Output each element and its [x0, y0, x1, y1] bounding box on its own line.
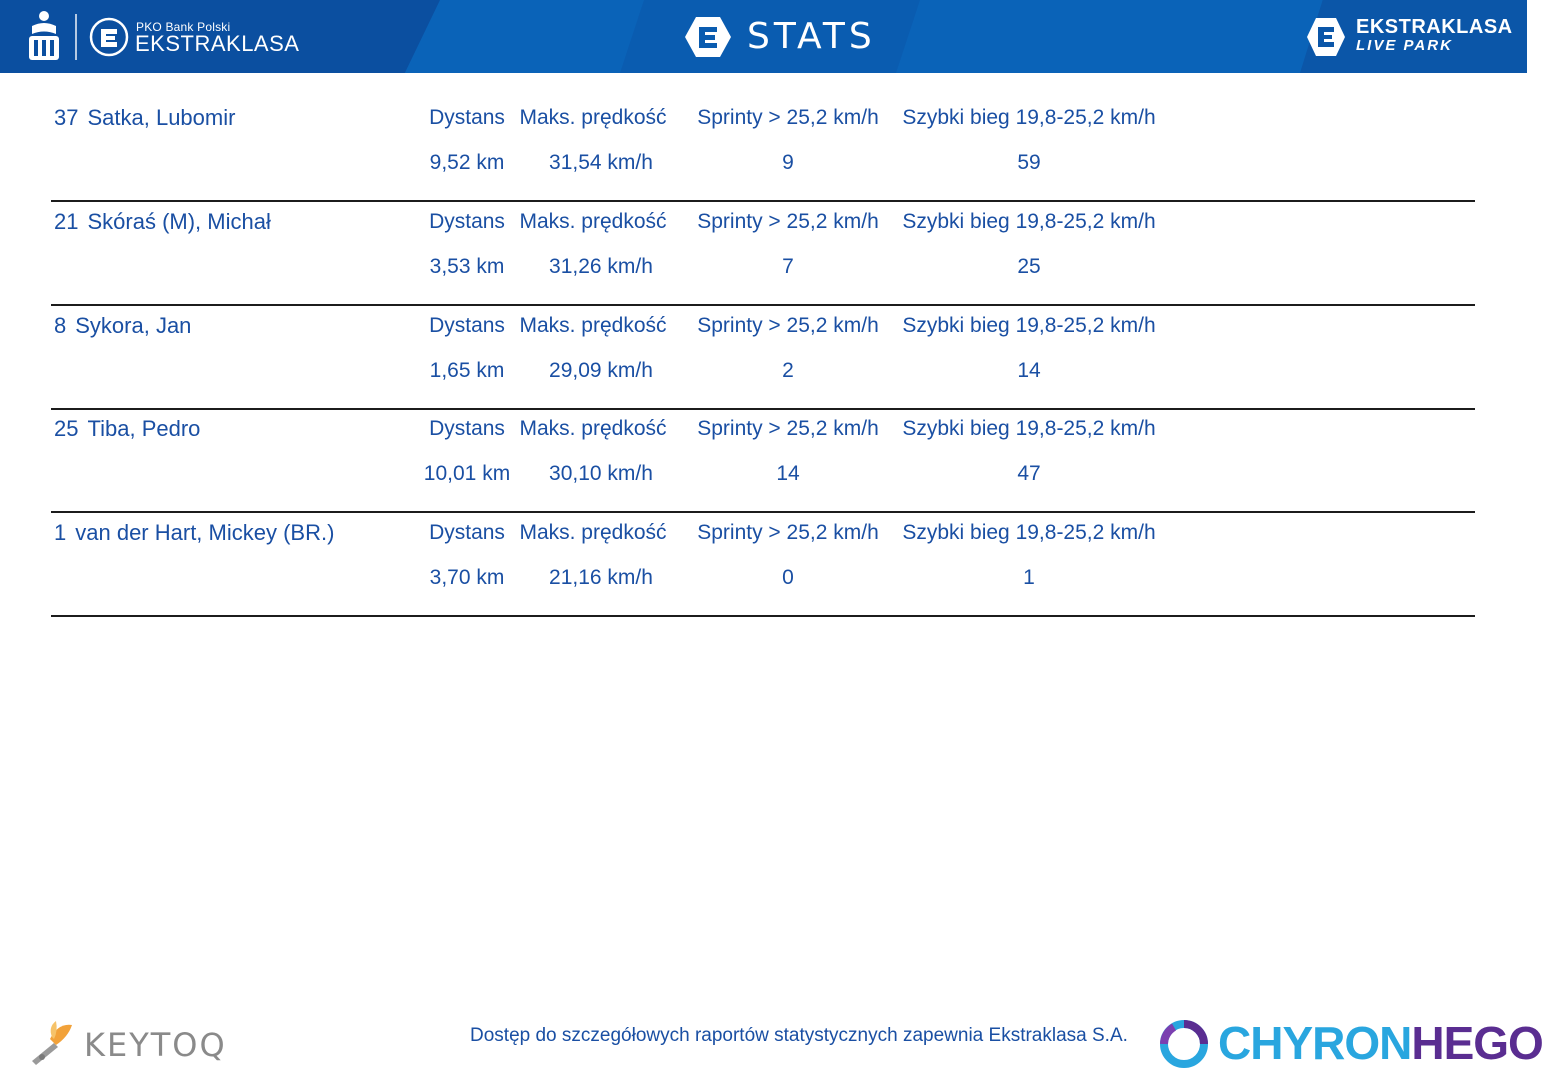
player-name: Tiba, Pedro — [87, 416, 201, 441]
brand-title: EKSTRAKLASA — [135, 31, 300, 56]
hego-wordmark: HEGO — [1411, 1017, 1543, 1069]
player-number: 1 — [54, 520, 67, 545]
player-name-cell — [54, 416, 200, 442]
player-number: 8 — [54, 313, 67, 338]
player-row — [51, 408, 1475, 513]
header-divider — [75, 14, 77, 60]
page-title: STATS — [747, 16, 876, 57]
distance-value: 3,70 km — [429, 566, 505, 589]
max-speed-value: 30,10 km/h — [549, 462, 653, 485]
fast-run-value: 1 — [1023, 566, 1035, 589]
keytoq-logo-text: KEYTOQ — [84, 1026, 227, 1064]
fast-run-label: Szybki bieg 19,8-25,2 km/h — [902, 210, 1156, 233]
sprints-label: Sprinty > 25,2 km/h — [697, 417, 879, 440]
max-speed-label: Maks. prędkość — [519, 314, 667, 337]
sprints-label: Sprinty > 25,2 km/h — [697, 106, 879, 129]
distance-value: 9,52 km — [429, 151, 505, 174]
distance-label: Dystans — [429, 521, 505, 544]
distance-label: Dystans — [429, 314, 505, 337]
live-park-emblem-icon — [1306, 16, 1346, 58]
chyronhego-logo-text — [1218, 1016, 1543, 1070]
sprints-value: 9 — [782, 151, 794, 174]
player-row — [51, 512, 1475, 617]
player-row — [51, 305, 1475, 410]
max-speed-value: 31,26 km/h — [549, 255, 653, 278]
player-name: Skóraś (M), Michał — [87, 209, 271, 234]
header-band — [0, 0, 1527, 73]
max-speed-value: 31,54 km/h — [549, 151, 653, 174]
sprints-value: 14 — [776, 462, 800, 485]
player-name: Satka, Lubomir — [87, 105, 236, 130]
sprints-value: 7 — [782, 255, 794, 278]
distance-label: Dystans — [429, 417, 505, 440]
max-speed-value: 21,16 km/h — [549, 566, 653, 589]
player-number: 21 — [54, 209, 79, 234]
live-park-title: EKSTRAKLASA — [1356, 16, 1513, 38]
chyron-wordmark: CHYRON — [1218, 1017, 1412, 1069]
player-name-cell — [54, 520, 334, 546]
player-row — [51, 201, 1475, 306]
player-name-cell — [54, 313, 191, 339]
live-park-subtitle: LIVE PARK — [1356, 37, 1453, 54]
fast-run-value: 59 — [1017, 151, 1041, 174]
sprints-value: 2 — [782, 359, 794, 382]
sprints-value: 0 — [782, 566, 794, 589]
max-speed-label: Maks. prędkość — [519, 210, 667, 233]
distance-label: Dystans — [429, 210, 505, 233]
sprints-label: Sprinty > 25,2 km/h — [697, 314, 879, 337]
brand-subtitle: PKO Bank Polski — [136, 20, 231, 34]
fast-run-label: Szybki bieg 19,8-25,2 km/h — [902, 417, 1156, 440]
sprints-label: Sprinty > 25,2 km/h — [697, 210, 879, 233]
player-name-cell — [54, 105, 235, 131]
ekstraklasa-emblem-icon — [88, 16, 130, 58]
sprints-label: Sprinty > 25,2 km/h — [697, 521, 879, 544]
player-name: Sykora, Jan — [75, 313, 192, 338]
distance-value: 10,01 km — [423, 462, 511, 485]
fast-run-label: Szybki bieg 19,8-25,2 km/h — [902, 521, 1156, 544]
player-name-cell — [54, 209, 271, 235]
fast-run-label: Szybki bieg 19,8-25,2 km/h — [902, 106, 1156, 129]
pko-logo-icon — [26, 10, 62, 62]
player-number: 25 — [54, 416, 79, 441]
distance-label: Dystans — [429, 106, 505, 129]
footer-note: Dostęp do szczegółowych raportów statystycznych zapewnia Ekstraklasa S.A. — [470, 1025, 1128, 1046]
chyronhego-logo-icon — [1158, 1018, 1210, 1070]
distance-value: 1,65 km — [429, 359, 505, 382]
keytoq-logo-icon — [28, 1017, 78, 1067]
player-number: 37 — [54, 105, 79, 130]
player-name: van der Hart, Mickey (BR.) — [75, 520, 335, 545]
distance-value: 3,53 km — [429, 255, 505, 278]
fast-run-value: 25 — [1017, 255, 1041, 278]
max-speed-label: Maks. prędkość — [519, 521, 667, 544]
fast-run-value: 47 — [1017, 462, 1041, 485]
fast-run-value: 14 — [1017, 359, 1041, 382]
player-row — [51, 97, 1475, 202]
max-speed-label: Maks. prędkość — [519, 106, 667, 129]
max-speed-label: Maks. prędkość — [519, 417, 667, 440]
max-speed-value: 29,09 km/h — [549, 359, 653, 382]
fast-run-label: Szybki bieg 19,8-25,2 km/h — [902, 314, 1156, 337]
stats-emblem-icon — [684, 15, 732, 59]
